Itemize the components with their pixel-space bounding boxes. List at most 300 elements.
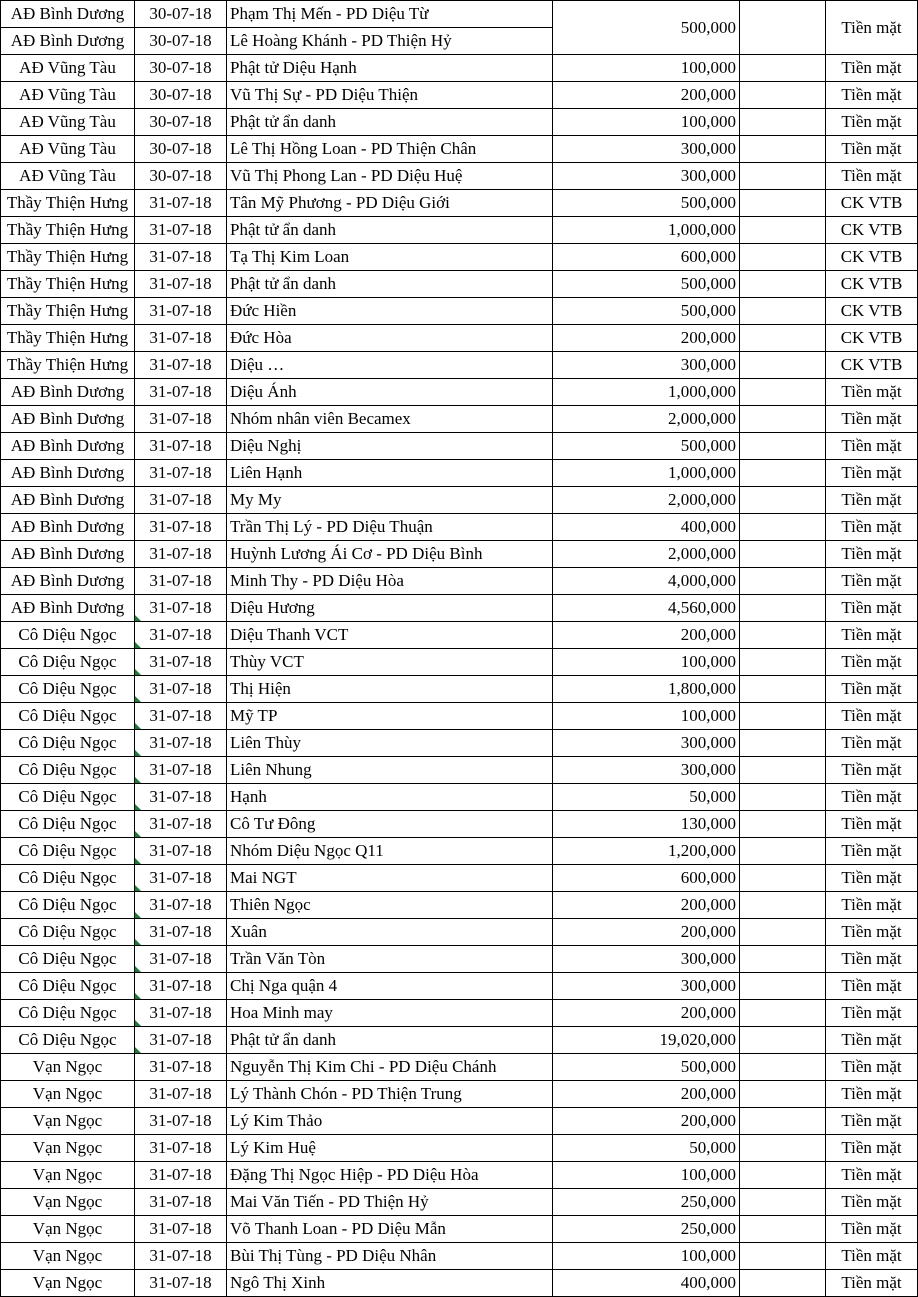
cell-source[interactable]: Vạn Ngọc [1,1270,135,1297]
cell-source[interactable]: Cô Diệu Ngọc [1,973,135,1000]
cell-method[interactable]: Tiền mặt [826,433,918,460]
cell-source[interactable]: AĐ Bình Dương [1,568,135,595]
cell-source[interactable]: Vạn Ngọc [1,1081,135,1108]
cell-method[interactable]: Tiền mặt [826,1,918,55]
cell-amount[interactable]: 300,000 [553,973,740,1000]
cell-source[interactable]: Thầy Thiện Hưng [1,271,135,298]
cell-source[interactable]: AĐ Bình Dương [1,1,135,28]
cell-amount[interactable]: 200,000 [553,892,740,919]
cell-date[interactable]: 31-07-18 [135,622,227,649]
cell-method[interactable]: Tiền mặt [826,811,918,838]
cell-date[interactable]: 30-07-18 [135,163,227,190]
cell-name[interactable]: Vũ Thị Phong Lan - PD Diệu Huệ [227,163,553,190]
cell-name[interactable]: Nhóm Diệu Ngọc Q11 [227,838,553,865]
cell-method[interactable]: CK VTB [826,217,918,244]
cell-method[interactable]: Tiền mặt [826,163,918,190]
cell-name[interactable]: Thiên Ngọc [227,892,553,919]
cell-amount[interactable]: 400,000 [553,1270,740,1297]
cell-name[interactable]: Trần Thị Lý - PD Diệu Thuận [227,514,553,541]
cell-date[interactable]: 31-07-18 [135,514,227,541]
cell-name[interactable]: Phật tử ẩn danh [227,109,553,136]
cell-date[interactable]: 31-07-18 [135,1243,227,1270]
cell-name[interactable]: Nhóm nhân viên Becamex [227,406,553,433]
cell-extra[interactable] [740,865,826,892]
cell-name[interactable]: Tạ Thị Kim Loan [227,244,553,271]
cell-extra[interactable] [740,1081,826,1108]
table-row [1,622,918,649]
cell-source[interactable]: Thầy Thiện Hưng [1,352,135,379]
cell-amount[interactable]: 100,000 [553,703,740,730]
cell-extra[interactable] [740,1162,826,1189]
cell-method[interactable]: CK VTB [826,271,918,298]
cell-source[interactable]: Vạn Ngọc [1,1054,135,1081]
cell-extra[interactable] [740,217,826,244]
cell-method[interactable]: Tiền mặt [826,973,918,1000]
cell-amount[interactable]: 500,000 [553,298,740,325]
cell-method[interactable]: Tiền mặt [826,1027,918,1054]
cell-name[interactable]: Mỹ TP [227,703,553,730]
cell-amount[interactable]: 500,000 [553,1054,740,1081]
cell-method[interactable]: Tiền mặt [826,1081,918,1108]
table-row [1,1108,918,1135]
cell-source[interactable]: Vạn Ngọc [1,1189,135,1216]
cell-date[interactable]: 31-07-18 [135,946,227,973]
cell-source[interactable]: Cô Diệu Ngọc [1,649,135,676]
cell-amount[interactable]: 300,000 [553,136,740,163]
cell-extra[interactable] [740,946,826,973]
cell-amount[interactable]: 200,000 [553,622,740,649]
cell-date[interactable]: 31-07-18 [135,919,227,946]
cell-source[interactable]: Thầy Thiện Hưng [1,298,135,325]
cell-extra[interactable] [740,1,826,55]
cell-name[interactable]: Lý Thành Chón - PD Thiện Trung [227,1081,553,1108]
cell-extra[interactable] [740,1135,826,1162]
cell-amount[interactable]: 100,000 [553,1162,740,1189]
cell-source[interactable]: Cô Diệu Ngọc [1,811,135,838]
cell-source[interactable]: Cô Diệu Ngọc [1,676,135,703]
cell-date[interactable]: 31-07-18 [135,190,227,217]
cell-date[interactable]: 31-07-18 [135,1000,227,1027]
cell-source[interactable]: AĐ Bình Dương [1,379,135,406]
cell-name[interactable]: Minh Thy - PD Diệu Hòa [227,568,553,595]
cell-extra[interactable] [740,1027,826,1054]
cell-date[interactable]: 30-07-18 [135,28,227,55]
cell-source[interactable]: AĐ Bình Dương [1,595,135,622]
cell-amount[interactable]: 200,000 [553,1108,740,1135]
cell-amount[interactable]: 600,000 [553,865,740,892]
cell-extra[interactable] [740,568,826,595]
cell-date[interactable]: 31-07-18 [135,892,227,919]
cell-date[interactable]: 31-07-18 [135,1270,227,1297]
cell-source[interactable]: Cô Diệu Ngọc [1,1027,135,1054]
cell-date[interactable]: 30-07-18 [135,82,227,109]
cell-date[interactable]: 31-07-18 [135,649,227,676]
cell-name[interactable]: Liên Nhung [227,757,553,784]
cell-amount[interactable]: 2,000,000 [553,541,740,568]
cell-source[interactable]: AĐ Bình Dương [1,406,135,433]
cell-amount[interactable]: 250,000 [553,1216,740,1243]
cell-amount[interactable]: 50,000 [553,1135,740,1162]
cell-date[interactable]: 31-07-18 [135,1108,227,1135]
cell-extra[interactable] [740,919,826,946]
cell-source[interactable]: AĐ Vũng Tàu [1,163,135,190]
cell-source[interactable]: AĐ Bình Dương [1,514,135,541]
cell-source[interactable]: Thầy Thiện Hưng [1,244,135,271]
cell-amount[interactable]: 600,000 [553,244,740,271]
cell-amount[interactable]: 100,000 [553,649,740,676]
cell-extra[interactable] [740,460,826,487]
cell-date[interactable]: 30-07-18 [135,1,227,28]
cell-name[interactable]: Tân Mỹ Phương - PD Diệu Giới [227,190,553,217]
cell-method[interactable]: Tiền mặt [826,730,918,757]
cell-amount[interactable]: 300,000 [553,730,740,757]
cell-amount[interactable]: 50,000 [553,784,740,811]
cell-date[interactable]: 30-07-18 [135,55,227,82]
cell-extra[interactable] [740,811,826,838]
cell-method[interactable]: Tiền mặt [826,568,918,595]
cell-name[interactable]: Trần Văn Tòn [227,946,553,973]
cell-amount[interactable]: 250,000 [553,1189,740,1216]
cell-amount[interactable]: 19,020,000 [553,1027,740,1054]
cell-amount[interactable]: 1,000,000 [553,460,740,487]
cell-method[interactable]: Tiền mặt [826,406,918,433]
cell-method[interactable]: Tiền mặt [826,487,918,514]
cell-extra[interactable] [740,190,826,217]
cell-extra[interactable] [740,1216,826,1243]
cell-extra[interactable] [740,622,826,649]
cell-extra[interactable] [740,1054,826,1081]
cell-date[interactable]: 31-07-18 [135,595,227,622]
cell-date[interactable]: 31-07-18 [135,487,227,514]
cell-amount[interactable]: 100,000 [553,109,740,136]
cell-source[interactable]: AĐ Vũng Tàu [1,109,135,136]
cell-method[interactable]: Tiền mặt [826,109,918,136]
cell-source[interactable]: Cô Diệu Ngọc [1,784,135,811]
cell-name[interactable]: Bùi Thị Tùng - PD Diệu Nhân [227,1243,553,1270]
cell-extra[interactable] [740,163,826,190]
cell-method[interactable]: Tiền mặt [826,541,918,568]
cell-amount[interactable]: 300,000 [553,163,740,190]
cell-extra[interactable] [740,973,826,1000]
cell-extra[interactable] [740,55,826,82]
cell-source[interactable]: Vạn Ngọc [1,1216,135,1243]
cell-name[interactable]: Liên Thùy [227,730,553,757]
cell-extra[interactable] [740,271,826,298]
cell-extra[interactable] [740,379,826,406]
cell-name[interactable]: Đặng Thị Ngọc Hiệp - PD Diệu Hòa [227,1162,553,1189]
cell-extra[interactable] [740,757,826,784]
cell-amount[interactable]: 200,000 [553,919,740,946]
cell-date[interactable]: 31-07-18 [135,1162,227,1189]
cell-extra[interactable] [740,541,826,568]
cell-method[interactable]: Tiền mặt [826,1270,918,1297]
cell-extra[interactable] [740,352,826,379]
cell-source[interactable]: Cô Diệu Ngọc [1,1000,135,1027]
cell-extra[interactable] [740,406,826,433]
cell-method[interactable]: Tiền mặt [826,892,918,919]
cell-name[interactable]: Diệu Hương [227,595,553,622]
cell-date[interactable]: 31-07-18 [135,541,227,568]
cell-source[interactable]: AĐ Bình Dương [1,28,135,55]
cell-extra[interactable] [740,892,826,919]
cell-source[interactable]: Cô Diệu Ngọc [1,892,135,919]
cell-source[interactable]: Cô Diệu Ngọc [1,622,135,649]
cell-method[interactable]: Tiền mặt [826,514,918,541]
cell-source[interactable]: Cô Diệu Ngọc [1,946,135,973]
cell-name[interactable]: Thị Hiện [227,676,553,703]
cell-method[interactable]: Tiền mặt [826,676,918,703]
cell-amount[interactable]: 500,000 [553,433,740,460]
cell-source[interactable]: AĐ Vũng Tàu [1,55,135,82]
cell-name[interactable]: Lê Thị Hồng Loan - PD Thiện Chân [227,136,553,163]
cell-name[interactable]: Phạm Thị Mến - PD Diệu Từ [227,1,553,28]
table-row [1,1081,918,1108]
cell-method[interactable]: Tiền mặt [826,136,918,163]
cell-extra[interactable] [740,433,826,460]
cell-method[interactable]: Tiền mặt [826,82,918,109]
cell-method[interactable]: Tiền mặt [826,838,918,865]
cell-amount[interactable]: 2,000,000 [553,487,740,514]
table-row [1,190,918,217]
cell-extra[interactable] [740,325,826,352]
cell-name[interactable]: Mai NGT [227,865,553,892]
cell-name[interactable]: Liên Hạnh [227,460,553,487]
cell-name[interactable]: Lê Hoàng Khánh - PD Thiện Hỷ [227,28,553,55]
cell-method[interactable]: Tiền mặt [826,460,918,487]
cell-name[interactable]: Cô Tư Đông [227,811,553,838]
cell-extra[interactable] [740,1243,826,1270]
cell-name[interactable]: Ngô Thị Xinh [227,1270,553,1297]
table-row [1,1216,918,1243]
cell-name[interactable]: Lý Kim Huệ [227,1135,553,1162]
cell-extra[interactable] [740,1189,826,1216]
cell-method[interactable]: Tiền mặt [826,1243,918,1270]
cell-source[interactable]: AĐ Bình Dương [1,487,135,514]
cell-source[interactable]: Cô Diệu Ngọc [1,919,135,946]
cell-source[interactable]: Thầy Thiện Hưng [1,217,135,244]
cell-method[interactable]: Tiền mặt [826,379,918,406]
table-row [1,1135,918,1162]
cell-amount[interactable]: 100,000 [553,1243,740,1270]
cell-name[interactable]: Phật tử ẩn danh [227,271,553,298]
cell-source[interactable]: AĐ Vũng Tàu [1,82,135,109]
cell-extra[interactable] [740,244,826,271]
cell-amount[interactable]: 100,000 [553,55,740,82]
cell-extra[interactable] [740,136,826,163]
cell-method[interactable]: Tiền mặt [826,703,918,730]
cell-name[interactable]: Đức Hòa [227,325,553,352]
cell-date[interactable]: 31-07-18 [135,865,227,892]
cell-extra[interactable] [740,1000,826,1027]
cell-extra[interactable] [740,298,826,325]
cell-name[interactable]: Chị Nga quận 4 [227,973,553,1000]
cell-method[interactable]: CK VTB [826,352,918,379]
cell-extra[interactable] [740,514,826,541]
cell-name[interactable]: Diệu Nghị [227,433,553,460]
cell-method[interactable]: Tiền mặt [826,622,918,649]
cell-method[interactable]: CK VTB [826,190,918,217]
cell-date[interactable]: 31-07-18 [135,406,227,433]
cell-method[interactable]: Tiền mặt [826,595,918,622]
cell-date[interactable]: 31-07-18 [135,244,227,271]
cell-name[interactable]: Đức Hiền [227,298,553,325]
cell-amount[interactable]: 4,560,000 [553,595,740,622]
cell-extra[interactable] [740,784,826,811]
cell-date[interactable]: 31-07-18 [135,757,227,784]
cell-name[interactable]: Mai Văn Tiến - PD Thiện Hỷ [227,1189,553,1216]
cell-date[interactable]: 31-07-18 [135,676,227,703]
cell-extra[interactable] [740,595,826,622]
cell-name[interactable]: Phật tử Diệu Hạnh [227,55,553,82]
cell-name[interactable]: Xuân [227,919,553,946]
cell-date[interactable]: 31-07-18 [135,433,227,460]
cell-extra[interactable] [740,82,826,109]
cell-amount[interactable]: 2,000,000 [553,406,740,433]
cell-source[interactable]: Cô Diệu Ngọc [1,757,135,784]
cell-extra[interactable] [740,487,826,514]
cell-source[interactable]: AĐ Vũng Tàu [1,136,135,163]
cell-amount[interactable]: 300,000 [553,757,740,784]
cell-date[interactable]: 31-07-18 [135,838,227,865]
cell-name[interactable]: Diệu Thanh VCT [227,622,553,649]
table-row [1,919,918,946]
cell-method[interactable]: Tiền mặt [826,865,918,892]
cell-date[interactable]: 31-07-18 [135,1081,227,1108]
cell-method[interactable]: Tiền mặt [826,649,918,676]
cell-amount[interactable]: 1,000,000 [553,217,740,244]
cell-method[interactable]: Tiền mặt [826,55,918,82]
cell-date[interactable]: 31-07-18 [135,730,227,757]
cell-method[interactable]: CK VTB [826,244,918,271]
cell-source[interactable]: Thầy Thiện Hưng [1,190,135,217]
cell-amount[interactable]: 300,000 [553,946,740,973]
cell-method[interactable]: Tiền mặt [826,784,918,811]
cell-source[interactable]: Cô Diệu Ngọc [1,865,135,892]
cell-amount[interactable]: 4,000,000 [553,568,740,595]
cell-amount[interactable]: 500,000 [553,190,740,217]
cell-name[interactable]: Võ Thanh Loan - PD Diệu Mẫn [227,1216,553,1243]
cell-name[interactable]: Thùy VCT [227,649,553,676]
cell-source[interactable]: Vạn Ngọc [1,1108,135,1135]
cell-amount[interactable]: 500,000 [553,1,740,55]
cell-date[interactable]: 31-07-18 [135,1189,227,1216]
cell-source[interactable]: AĐ Bình Dương [1,460,135,487]
cell-date[interactable]: 31-07-18 [135,1054,227,1081]
cell-amount[interactable]: 200,000 [553,1081,740,1108]
table-row [1,811,918,838]
table-row [1,325,918,352]
cell-date[interactable]: 31-07-18 [135,460,227,487]
cell-method[interactable]: Tiền mặt [826,1000,918,1027]
cell-method[interactable]: Tiền mặt [826,919,918,946]
cell-date[interactable]: 30-07-18 [135,109,227,136]
cell-amount[interactable]: 500,000 [553,271,740,298]
cell-name[interactable]: Hạnh [227,784,553,811]
cell-method[interactable]: Tiền mặt [826,1135,918,1162]
cell-amount[interactable]: 1,200,000 [553,838,740,865]
cell-date[interactable]: 31-07-18 [135,811,227,838]
table-row [1,1027,918,1054]
cell-method[interactable]: Tiền mặt [826,1108,918,1135]
cell-name[interactable]: My My [227,487,553,514]
cell-date[interactable]: 31-07-18 [135,298,227,325]
cell-date[interactable]: 30-07-18 [135,136,227,163]
cell-source[interactable]: Vạn Ngọc [1,1243,135,1270]
cell-date[interactable]: 31-07-18 [135,1027,227,1054]
cell-method[interactable]: Tiền mặt [826,1189,918,1216]
cell-method[interactable]: Tiền mặt [826,946,918,973]
table-row [1,784,918,811]
cell-amount[interactable]: 300,000 [553,352,740,379]
cell-date[interactable]: 31-07-18 [135,352,227,379]
table-row [1,1,918,28]
cell-date[interactable]: 31-07-18 [135,1216,227,1243]
cell-extra[interactable] [740,1270,826,1297]
cell-name[interactable]: Diệu … [227,352,553,379]
cell-date[interactable]: 31-07-18 [135,379,227,406]
cell-name[interactable]: Diệu Ánh [227,379,553,406]
cell-amount[interactable]: 400,000 [553,514,740,541]
cell-name[interactable]: Nguyễn Thị Kim Chi - PD Diệu Chánh [227,1054,553,1081]
cell-date[interactable]: 31-07-18 [135,217,227,244]
cell-amount[interactable]: 130,000 [553,811,740,838]
cell-source[interactable]: AĐ Bình Dương [1,433,135,460]
cell-amount[interactable]: 200,000 [553,325,740,352]
cell-name[interactable]: Huỳnh Lương Ái Cơ - PD Diệu Bình [227,541,553,568]
cell-date[interactable]: 31-07-18 [135,271,227,298]
cell-source[interactable]: Cô Diệu Ngọc [1,703,135,730]
cell-method[interactable]: Tiền mặt [826,1054,918,1081]
cell-name[interactable]: Phật tử ẩn danh [227,217,553,244]
table-row [1,514,918,541]
cell-extra[interactable] [740,838,826,865]
cell-method[interactable]: Tiền mặt [826,1216,918,1243]
cell-name[interactable]: Vũ Thị Sự - PD Diệu Thiện [227,82,553,109]
cell-date[interactable]: 31-07-18 [135,325,227,352]
cell-extra[interactable] [740,109,826,136]
cell-method[interactable]: Tiền mặt [826,1162,918,1189]
cell-extra[interactable] [740,1108,826,1135]
cell-name[interactable]: Phật tử ẩn danh [227,1027,553,1054]
cell-date[interactable]: 31-07-18 [135,703,227,730]
cell-name[interactable]: Lý Kim Thảo [227,1108,553,1135]
cell-extra[interactable] [740,730,826,757]
cell-date[interactable]: 31-07-18 [135,973,227,1000]
cell-amount[interactable]: 200,000 [553,82,740,109]
cell-source[interactable]: Vạn Ngọc [1,1162,135,1189]
cell-amount[interactable]: 1,800,000 [553,676,740,703]
cell-amount[interactable]: 200,000 [553,1000,740,1027]
cell-source[interactable]: Cô Diệu Ngọc [1,730,135,757]
cell-extra[interactable] [740,703,826,730]
cell-name[interactable]: Hoa Minh may [227,1000,553,1027]
table-row [1,1000,918,1027]
cell-method[interactable]: Tiền mặt [826,757,918,784]
cell-source[interactable]: AĐ Bình Dương [1,541,135,568]
cell-method[interactable]: CK VTB [826,325,918,352]
cell-extra[interactable] [740,649,826,676]
cell-date[interactable]: 31-07-18 [135,784,227,811]
cell-source[interactable]: Cô Diệu Ngọc [1,838,135,865]
cell-amount[interactable]: 1,000,000 [553,379,740,406]
cell-extra[interactable] [740,676,826,703]
cell-date[interactable]: 31-07-18 [135,1135,227,1162]
table-row [1,379,918,406]
cell-method[interactable]: CK VTB [826,298,918,325]
cell-source[interactable]: Vạn Ngọc [1,1135,135,1162]
cell-date[interactable]: 31-07-18 [135,568,227,595]
cell-source[interactable]: Thầy Thiện Hưng [1,325,135,352]
